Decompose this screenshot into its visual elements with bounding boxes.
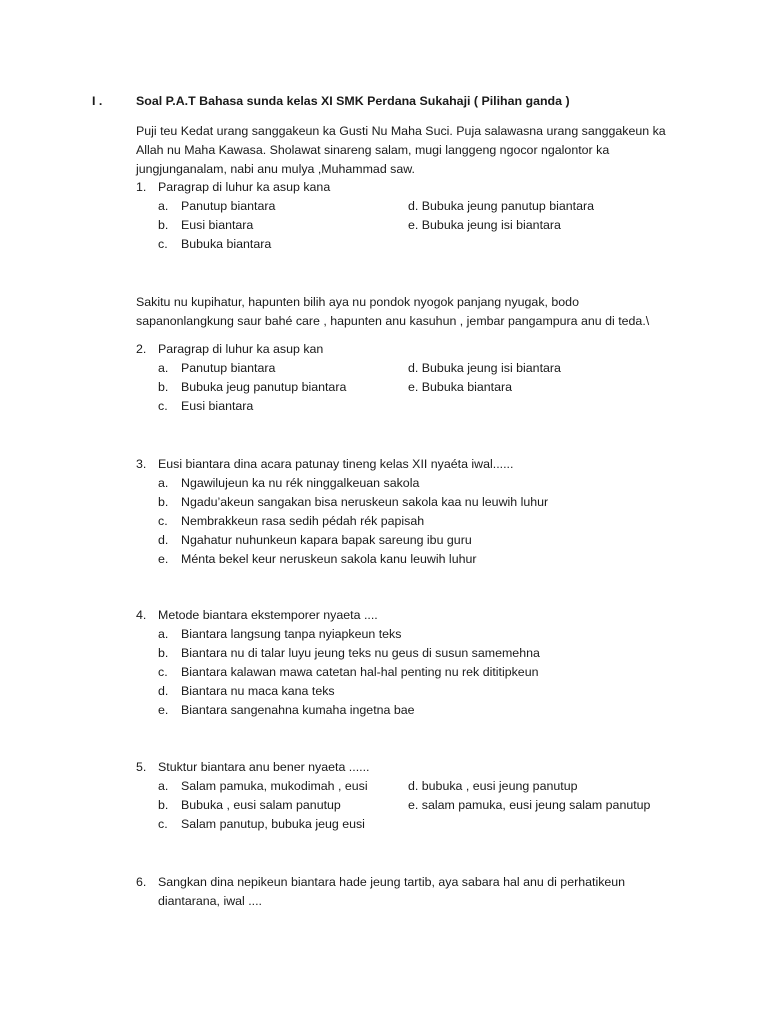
intro-line: Puji teu Kedat urang sanggakeun ka Gusti Nu Maha Suci. Puja salawasna urang sanggakeun ka bbox=[136, 124, 666, 138]
option-row bbox=[136, 701, 696, 720]
question-4 bbox=[136, 606, 696, 720]
option-text: Salam panutup, bubuka jeug eusi bbox=[181, 817, 365, 831]
question-text-continued: diantarana, iwal .... bbox=[158, 894, 263, 908]
option-row bbox=[136, 493, 696, 512]
option-text: Ménta bekel keur neruskeun sakola kanu leuwih luhur bbox=[181, 552, 477, 566]
option-letter: a. bbox=[158, 779, 169, 793]
option-text: Eusi biantara bbox=[181, 399, 254, 413]
option-text-right: d. bubuka , eusi jeung panutup bbox=[408, 779, 578, 793]
option-letter: c. bbox=[158, 399, 168, 413]
question-number: 6. bbox=[136, 875, 147, 889]
option-row bbox=[136, 550, 696, 569]
option-letter: b. bbox=[158, 646, 169, 660]
question-3 bbox=[136, 455, 696, 569]
option-letter: a. bbox=[158, 361, 169, 375]
question-2 bbox=[136, 340, 696, 416]
closing-line: Sakitu nu kupihatur, hapunten bilih aya nu pondok nyogok panjang nyugak, bodo bbox=[136, 295, 579, 309]
question-number: 2. bbox=[136, 342, 147, 356]
question-number: 1. bbox=[136, 180, 147, 194]
option-text-right: d. Bubuka jeung isi biantara bbox=[408, 361, 561, 375]
option-letter: b. bbox=[158, 380, 169, 394]
option-text: Biantara nu di talar luyu jeung teks nu geus di susun samemehna bbox=[181, 646, 540, 660]
option-row bbox=[136, 197, 696, 216]
question-text: Paragrap di luhur ka asup kana bbox=[158, 180, 331, 194]
option-text-right: d. Bubuka jeung panutup biantara bbox=[408, 199, 595, 213]
option-row bbox=[136, 663, 696, 682]
option-row bbox=[136, 625, 696, 644]
question-text: Sangkan dina nepikeun biantara hade jeung tartib, aya sabara hal anu di perhatikeun bbox=[158, 875, 626, 889]
option-text: Bubuka jeug panutup biantara bbox=[181, 380, 347, 394]
question-number: 3. bbox=[136, 457, 147, 471]
option-text: Panutup biantara bbox=[181, 199, 276, 213]
question-number: 5. bbox=[136, 760, 147, 774]
closing-paragraph bbox=[136, 293, 676, 331]
option-text: Nembrakkeun rasa sedih pédah rék papisah bbox=[181, 514, 425, 528]
option-letter: d. bbox=[158, 684, 169, 698]
question-5 bbox=[136, 758, 696, 834]
option-row bbox=[136, 531, 696, 550]
option-row bbox=[136, 796, 696, 815]
option-text: Ngawilujeun ka nu rék ninggalkeuan sakola bbox=[181, 476, 420, 490]
option-letter: b. bbox=[158, 495, 169, 509]
question-text: Paragrap di luhur ka asup kan bbox=[158, 342, 324, 356]
option-text: Biantara langsung tanpa nyiapkeun teks bbox=[181, 627, 402, 641]
option-row bbox=[136, 235, 696, 254]
option-letter: c. bbox=[158, 514, 168, 528]
option-text: Bubuka biantara bbox=[181, 237, 272, 251]
option-letter: b. bbox=[158, 798, 169, 812]
option-letter: b. bbox=[158, 218, 169, 232]
option-row bbox=[136, 644, 696, 663]
option-letter: a. bbox=[158, 476, 169, 490]
option-text: Biantara sangenahna kumaha ingetna bae bbox=[181, 703, 415, 717]
question-number: 4. bbox=[136, 608, 147, 622]
option-text: Biantara nu maca kana teks bbox=[181, 684, 335, 698]
intro-line: jungjunganalam, nabi anu mulya ,Muhammad saw. bbox=[136, 162, 415, 176]
option-letter: c. bbox=[158, 665, 168, 679]
option-letter: a. bbox=[158, 627, 169, 641]
option-row bbox=[136, 815, 696, 834]
option-text: Ngadu’akeun sangakan bisa neruskeun sakola kaa nu leuwih luhur bbox=[181, 495, 549, 509]
question-text: Stuktur biantara anu bener nyaeta ...... bbox=[158, 760, 370, 774]
option-letter: d. bbox=[158, 533, 169, 547]
question-6 bbox=[136, 873, 696, 911]
option-row bbox=[136, 512, 696, 531]
option-text: Biantara kalawan mawa catetan hal-hal penting nu rek dititipkeun bbox=[181, 665, 539, 679]
option-row bbox=[136, 359, 696, 378]
option-letter: a. bbox=[158, 199, 169, 213]
question-text: Eusi biantara dina acara patunay tineng kelas XII nyaéta iwal...... bbox=[158, 457, 514, 471]
option-row bbox=[136, 777, 696, 796]
option-letter: e. bbox=[158, 552, 169, 566]
option-row bbox=[136, 378, 696, 397]
option-text: Eusi biantara bbox=[181, 218, 254, 232]
option-text-right: e. Bubuka jeung isi biantara bbox=[408, 218, 561, 232]
section-number: I . bbox=[92, 94, 103, 108]
option-text: Panutup biantara bbox=[181, 361, 276, 375]
option-text: Bubuka , eusi salam panutup bbox=[181, 798, 341, 812]
option-row bbox=[136, 682, 696, 701]
option-text: Ngahatur nuhunkeun kapara bapak sareung ibu guru bbox=[181, 533, 472, 547]
option-row bbox=[136, 216, 696, 235]
option-letter: c. bbox=[158, 237, 168, 251]
closing-line: sapanonlangkung saur bahé care , hapunten anu kasuhun , jembar pangampura anu di teda.\ bbox=[136, 314, 650, 328]
question-1 bbox=[136, 178, 696, 254]
option-letter: e. bbox=[158, 703, 169, 717]
section-title: Soal P.A.T Bahasa sunda kelas XI SMK Perdana Sukahaji ( Pilihan ganda ) bbox=[136, 94, 570, 108]
intro-line: Allah nu Maha Kawasa. Sholawat sinareng salam, mugi langgeng ngocor ngalontor ka bbox=[136, 143, 610, 157]
option-letter: c. bbox=[158, 817, 168, 831]
option-text-right: e. salam pamuka, eusi jeung salam panutup bbox=[408, 798, 651, 812]
option-text-right: e. Bubuka biantara bbox=[408, 380, 513, 394]
question-text: Metode biantara ekstemporer nyaeta .... bbox=[158, 608, 378, 622]
option-row bbox=[136, 397, 696, 416]
option-row bbox=[136, 474, 696, 493]
intro-paragraph bbox=[136, 122, 676, 179]
option-text: Salam pamuka, mukodimah , eusi bbox=[181, 779, 368, 793]
